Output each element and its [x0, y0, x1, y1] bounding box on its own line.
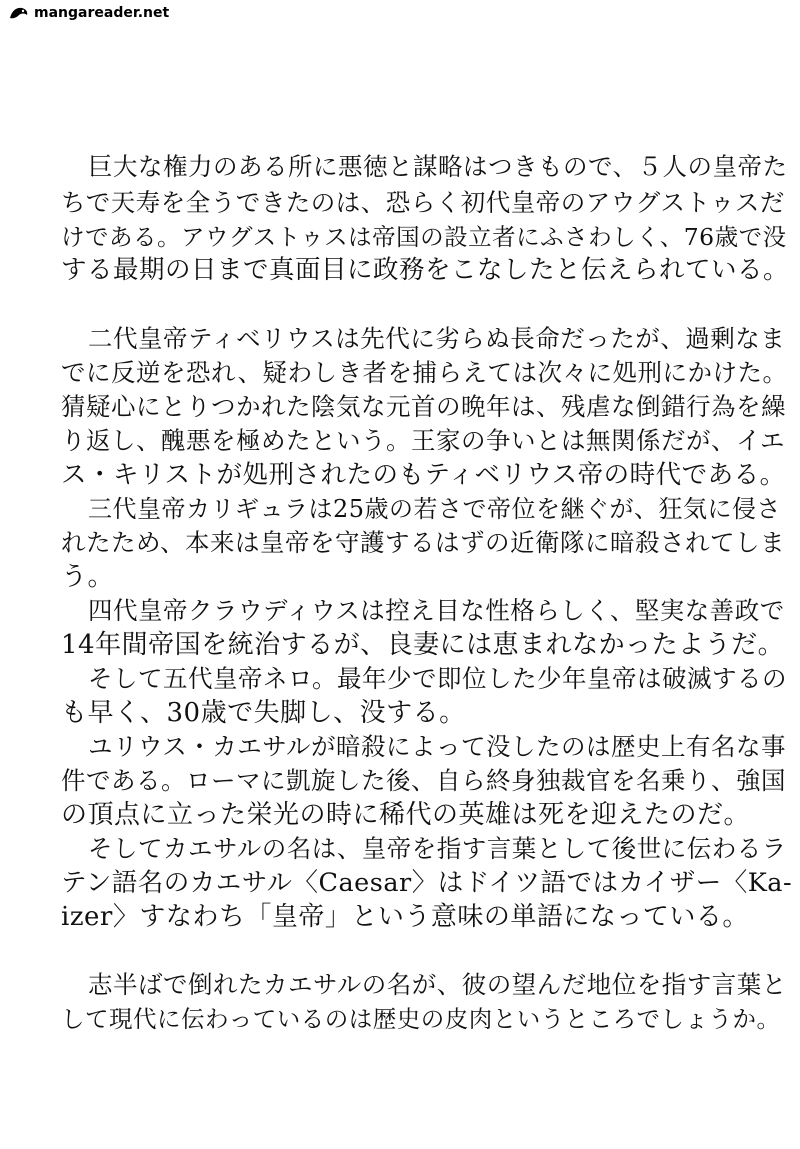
text-line: 猜疑心にとりつかれた陰気な元首の晩年は、残虐な倒錯行為を繰	[61, 392, 786, 421]
text-line: して現代に伝わっているのは歴史の皮肉というところでしょうか。	[61, 1005, 781, 1033]
text-line: テン語名のカエサル〈Caesar〉はドイツ語ではカイザー〈Ka-	[61, 868, 793, 898]
text-line: も早く、30歳で失脚し、没する。	[61, 698, 466, 728]
text-line: 件である。ローマに凱旋した後、自ら終身独裁官を名乗り、強国	[61, 766, 786, 795]
watermark	[8, 4, 169, 22]
text-line: ユリウス・カエサルが暗殺によって没したのは歴史上有名な事	[88, 732, 787, 761]
text-line: り返し、醜悪を極めたという。王家の争いとは無関係だが、イエ	[61, 426, 786, 455]
text-line: う。	[61, 562, 115, 592]
text-line: 四代皇帝クラウディウスは控え目な性格らしく、堅実な善政で	[88, 596, 785, 625]
text-line: ちで天寿を全うできたのは、恐らく初代皇帝のアウグストゥスだ	[61, 188, 785, 217]
text-line: 14年間帝国を統治するが、良妻には恵まれなかったようだ。	[61, 630, 785, 660]
text-line: そして五代皇帝ネロ。最年少で即位した少年皇帝は破滅するの	[88, 664, 788, 693]
text-line: 二代皇帝ティベリウスは先代に劣らぬ長命だったが、過剰なま	[88, 324, 786, 353]
text-line: 三代皇帝カリギュラは25歳の若さで帝位を継ぐが、狂気に侵さ	[88, 495, 782, 523]
text-line: 志半ばで倒れたカエサルの名が、彼の望んだ地位を指す言葉と	[88, 970, 787, 999]
text-line: れたため、本来は皇帝を守護するはずの近衛隊に暗殺されてしま	[61, 528, 786, 557]
mangareader-logo-icon	[8, 4, 30, 22]
text-line: の頂点に立った栄光の時に稀代の英雄は死を迎えたのだ。	[61, 800, 751, 830]
watermark-site-name: mangareader.net	[34, 5, 170, 21]
text-line: けである。アウグストゥスは帝国の設立者にふさわしく、76歳で没	[61, 223, 787, 251]
text-line: 巨大な権力のある所に悪徳と謀略はつきもので、５人の皇帝た	[88, 152, 788, 181]
text-line: でに反逆を恐れ、疑わしき者を捕らえては次々に処刑にかけた。	[61, 358, 788, 387]
text-line: izer〉すなわち「皇帝」という意味の単語になっている。	[61, 902, 749, 932]
text-line: ス・キリストが処刑されたのもティベリウス帝の時代である。	[61, 460, 786, 490]
text-line: する最期の日まで真面目に政務をこなしたと伝えられている。	[61, 255, 790, 285]
text-line: そしてカエサルの名は、皇帝を指す言葉として後世に伝わるラ	[88, 834, 787, 863]
